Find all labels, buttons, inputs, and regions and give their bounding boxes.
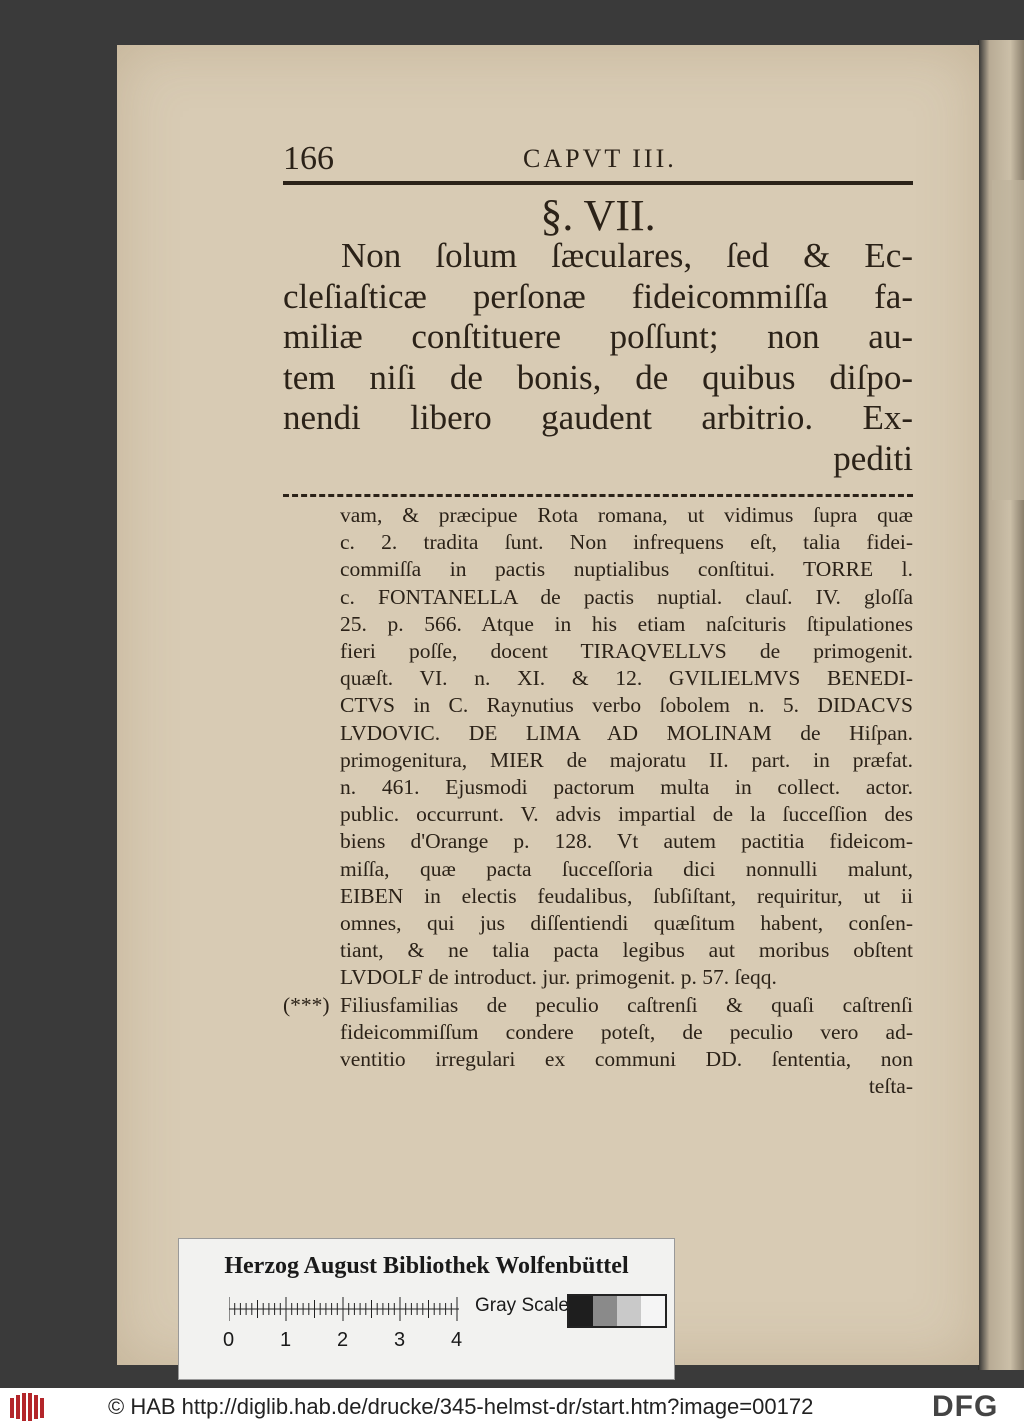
footnote-line: c. 2. tradita ſunt. Non infrequens eſt, talia fidei- [340,530,913,555]
main-text-line: miliæ conſtituere poſſunt; non au- [283,317,913,356]
footnote-line: commiſſa in pactis nuptialibus conſtitui. TORRE l. [340,557,913,582]
gray-swatch [641,1296,665,1326]
ruler-numbers [223,1329,523,1353]
footnote-separator [283,494,913,497]
footnote-line: 25. p. 566. Atque in his etiam naſcituris ſtipulationes [340,611,913,636]
main-text [283,236,913,479]
footnote-line: tiant, & ne talia pacta legibus aut moribus obſtent [340,938,913,963]
footnote-line: CTVS in C. Raynutius verbo ſobolem n. 5. DIDACVS [340,693,913,718]
hab-logo-icon [8,1392,48,1422]
section-heading: §. VII. [540,191,656,240]
gray-swatch [593,1296,617,1326]
footnote-line: n. 461. Ejusmodi pactorum multa in collect. actor. [340,775,913,800]
footnote-line: vam, & præcipue Rota romana, ut vidimus ſupra quæ [340,503,913,527]
footnote-line: biens d'Orange p. 128. Vt autem pactitia fideicom- [340,829,913,854]
gray-swatch [569,1296,593,1326]
color-target-card [178,1238,675,1380]
footnote-line: miſſa, quæ pacta ſucceſſoria dici nonnulli malunt, [340,856,913,881]
footnote-block [340,502,913,1100]
page-number: 166 [283,140,334,177]
footnote-line: fieri poſſe, docent TIRAQVELLVS de primogenit. [340,639,913,664]
main-text-line: tem niſi de bonis, de quibus diſpo- [283,357,913,397]
main-text-line: Non ſolum ſæculares, ſed & Ec- [341,236,913,275]
footnote-line: primogenitura, MIER de majoratu II. part. in præfat. [340,747,913,772]
main-text-line: nendi libero gaudent arbitrio. Ex- [283,398,913,437]
dfg-logo: DFG [932,1390,999,1423]
footnote-line: LVDOLF de introduct. jur. primogenit. p. 57. ſeqq. [340,965,777,990]
footnote-line: c. FONTANELLA de pactis nuptial. clauſ. IV. gloſſa [340,584,913,609]
ruler-number: 1 [280,1329,292,1351]
header-rule [283,181,913,185]
running-head: CAPVT III. [523,144,677,173]
footnote-line: LVDOVIC. DE LIMA AD MOLINAM de Hiſpan. [340,720,913,745]
footnote-marker: (***) [283,993,330,1017]
footnote-line: quæſt. VI. n. XI. & 12. GVILIELMVS BENEDI- [340,666,913,691]
page-header [283,140,913,180]
gray-scale-swatches [567,1294,667,1328]
footer-bar [0,1388,1024,1426]
library-name: Herzog August Bibliothek Wolfenbüttel [224,1253,629,1279]
footnote-line: public. occurrunt. V. advis impartial de la ſucceſſion des [340,802,913,827]
ruler-scale [229,1297,509,1321]
footnote-line: fideicommiſſum condere poteſt, de peculio vero ad- [340,1019,913,1044]
footnote-line: omnes, qui jus diſſentiendi quæſitum habent, conſen- [340,911,913,936]
copyright-url[interactable]: © HAB http://diglib.hab.de/drucke/345-helmst-dr/start.htm?image=00172 [108,1394,814,1419]
ruler-number: 3 [394,1329,406,1351]
ruler-number: 0 [223,1329,235,1351]
ruler-number: 2 [337,1329,349,1351]
catchword: pediti [833,438,913,478]
gray-swatch [617,1296,641,1326]
footnote-line: Filiusfamilias de peculio caſtrenſi & quaſi caſtrenſi [340,992,913,1017]
ruler-number: 4 [451,1329,463,1351]
gray-scale-label: Gray Scale [475,1295,569,1316]
footnote-catchword: teſta- [868,1074,913,1099]
footnote-line: ventitio irregulari ex communi DD. ſententia, non [340,1047,913,1072]
footnote-line: EIBEN in electis feudalibus, ſubſiſtant, requiritur, ut ii [340,883,913,908]
next-page-edge-strip [992,180,1024,500]
main-text-line: cleſiaſticæ perſonæ fideicommiſſa fa- [283,276,913,316]
